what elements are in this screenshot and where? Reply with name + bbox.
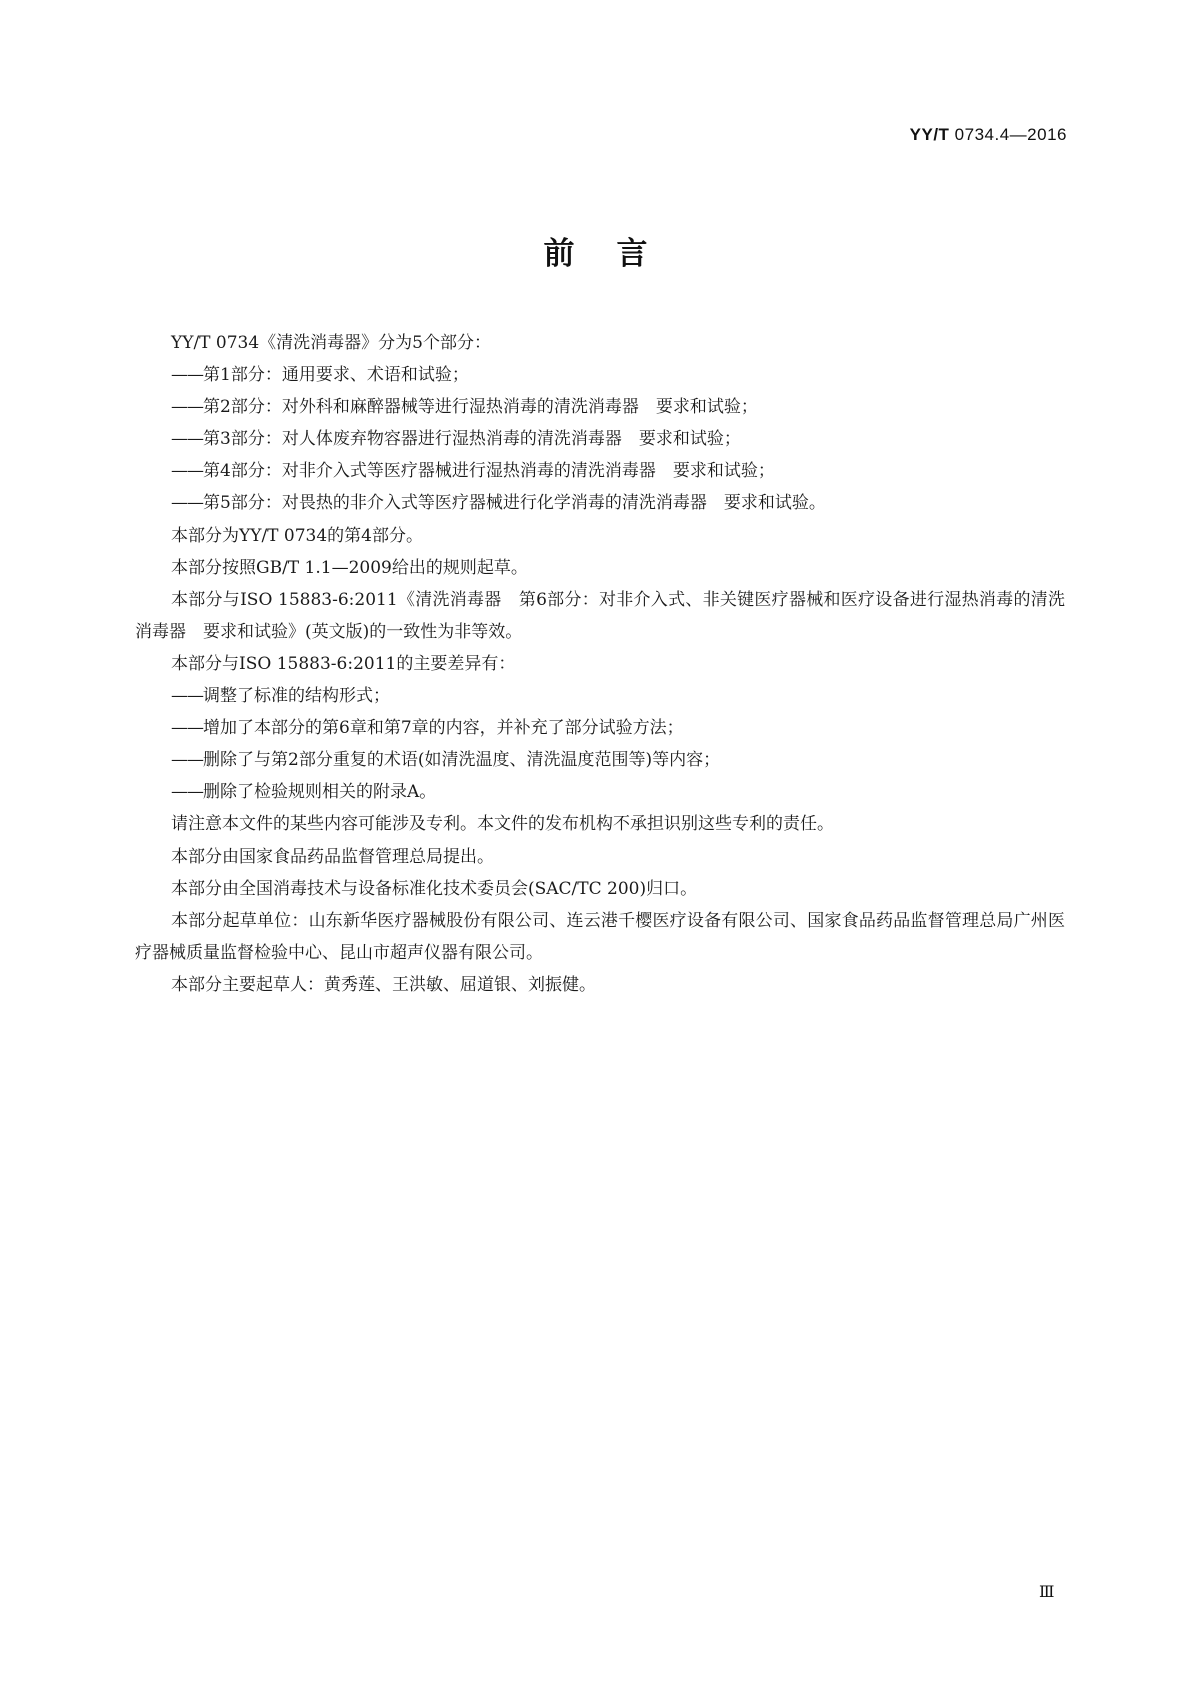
drafters-paragraph: 本部分主要起草人：黄秀莲、王洪敏、屈道银、刘振健。 [171, 974, 596, 995]
part-list-item [135, 359, 1065, 391]
part-list-item [135, 455, 1065, 487]
difference-list-item [135, 680, 1065, 712]
difference-list-item [135, 776, 1065, 808]
part-text: 第5部分：对畏热的非介入式等医疗器械进行化学消毒的清洗消毒器 要求和试验。 [203, 493, 826, 514]
standard-code-prefix: YY/T [909, 125, 950, 144]
dash-marker: —— [171, 782, 203, 803]
dash-marker: —— [171, 397, 203, 418]
difference-text: 删除了检验规则相关的附录A。 [203, 782, 437, 803]
foreword-body [135, 327, 1065, 1001]
difference-text: 调整了标准的结构形式； [203, 686, 390, 707]
drafting-units-paragraph: 本部分起草单位：山东新华医疗器械股份有限公司、连云港千樱医疗设备有限公司、国家食品药品监督管理总局广州医疗器械质量监督检验中心、昆山市超声仪器有限公司。 [135, 910, 1065, 963]
part-text: 第2部分：对外科和麻醉器械等进行湿热消毒的清洗消毒器 要求和试验； [203, 397, 758, 418]
drafting-rule-paragraph: 本部分按照GB/T 1.1—2009给出的规则起草。 [171, 557, 528, 578]
part-text: 第1部分：通用要求、术语和试验； [203, 365, 469, 386]
dash-marker: —— [171, 686, 203, 707]
part-of-paragraph: 本部分为YY/T 0734的第4部分。 [171, 525, 423, 546]
part-text: 第3部分：对人体废弃物容器进行湿热消毒的清洗消毒器 要求和试验； [203, 429, 741, 450]
difference-list-item [135, 712, 1065, 744]
consistency-paragraph: 本部分与ISO 15883-6:2011《清洗消毒器 第6部分：对非介入式、非关键医疗器械和医疗设备进行湿热消毒的清洗消毒器 要求和试验》(英文版)的一致性为非等效。 [135, 589, 1065, 642]
part-text: 第4部分：对非介入式等医疗器械进行湿热消毒的清洗消毒器 要求和试验； [203, 461, 775, 482]
dash-marker: —— [171, 429, 203, 450]
difference-text: 增加了本部分的第6章和第7章的内容，并补充了部分试验方法； [203, 718, 684, 739]
difference-text: 删除了与第2部分重复的术语(如清洗温度、清洗温度范围等)等内容； [203, 750, 721, 771]
centralized-by-paragraph: 本部分由全国消毒技术与设备标准化技术委员会(SAC/TC 200)归口。 [171, 878, 698, 899]
difference-list-item [135, 744, 1065, 776]
dash-marker: —— [171, 365, 203, 386]
proposed-by-paragraph: 本部分由国家食品药品监督管理总局提出。 [171, 846, 494, 867]
part-list-item [135, 391, 1065, 423]
page-number: Ⅲ [1039, 1582, 1055, 1601]
dash-marker: —— [171, 718, 203, 739]
part-list-item [135, 487, 1065, 519]
dash-marker: —— [171, 750, 203, 771]
standard-code [910, 125, 1067, 145]
patent-notice-paragraph: 请注意本文件的某些内容可能涉及专利。本文件的发布机构不承担识别这些专利的责任。 [171, 814, 834, 835]
dash-marker: —— [171, 493, 203, 514]
intro-paragraph: YY/T 0734《清洗消毒器》分为5个部分： [171, 333, 491, 353]
standard-code-number: 0734.4—2016 [954, 125, 1067, 144]
page-title: 前言 [543, 236, 690, 272]
part-list-item [135, 423, 1065, 455]
differences-intro-paragraph: 本部分与ISO 15883-6:2011的主要差异有： [171, 653, 516, 674]
dash-marker: —— [171, 461, 203, 482]
